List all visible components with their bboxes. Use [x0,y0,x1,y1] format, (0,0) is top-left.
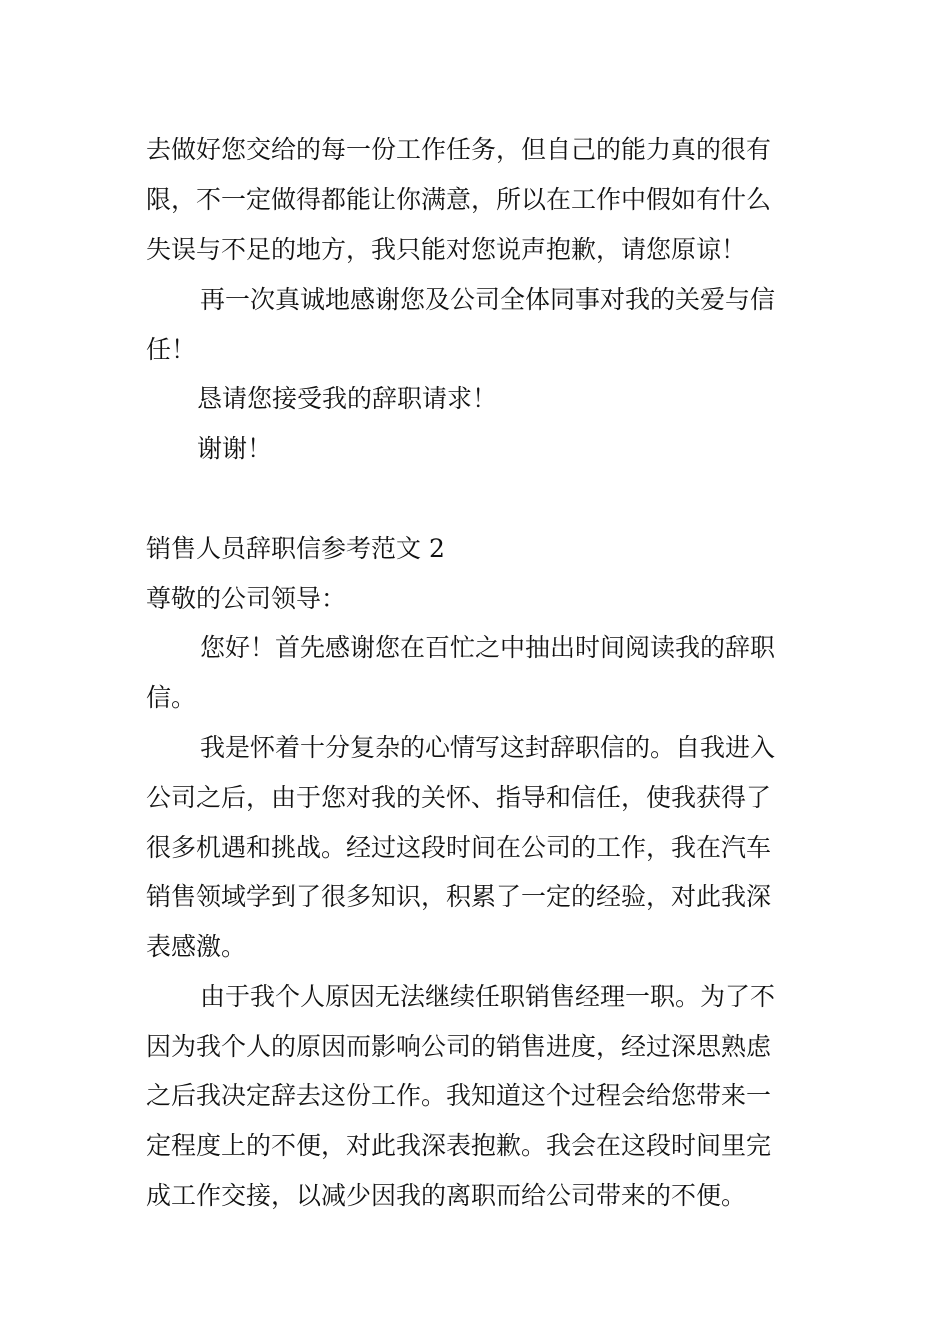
body-text-line: 成工作交接，以减少因我的离职而给公司带来的不便。 [146,1181,747,1210]
body-text-line: 您好！首先感谢您在百忙之中抽出时间阅读我的辞职 [200,633,776,662]
body-text-line: 再一次真诚地感谢您及公司全体同事对我的关爱与信 [200,285,776,314]
body-text-line: 之后我决定辞去这份工作。我知道这个过程会给您带来一 [146,1081,772,1110]
body-text-line: 很多机遇和挑战。经过这段时间在公司的工作，我在汽车 [146,833,772,862]
body-text-line: 公司之后，由于您对我的关怀、指导和信任，使我获得了 [146,783,772,812]
body-text-line: 我是怀着十分复杂的心情写这封辞职信的。自我进入 [200,733,776,762]
body-text-line: 失误与不足的地方，我只能对您说声抱歉，请您原谅！ [146,235,747,264]
body-text-line: 任！ [146,335,197,364]
body-text-line: 表感激。 [146,932,247,961]
body-text-line: 销售领域学到了很多知识，积累了一定的经验，对此我深 [146,882,772,911]
resignation-request-line: 恳请您接受我的辞职请求！ [197,384,498,413]
salutation: 尊敬的公司领导： [146,584,347,613]
body-text-line: 由于我个人原因无法继续任职销售经理一职。为了不 [200,982,776,1011]
body-text-line: 信。 [146,683,197,712]
thanks-line: 谢谢！ [197,434,273,463]
body-text-line: 定程度上的不便，对此我深表抱歉。我会在这段时间里完 [146,1131,772,1160]
body-text-line: 限，不一定做得都能让你满意，所以在工作中假如有什么 [146,185,772,214]
section-title: 销售人员辞职信参考范文 2 [146,534,445,563]
body-text-line: 因为我个人的原因而影响公司的销售进度，经过深思熟虑 [146,1032,772,1061]
body-text-line: 去做好您交给的每一份工作任务，但自己的能力真的很有 [146,135,772,164]
